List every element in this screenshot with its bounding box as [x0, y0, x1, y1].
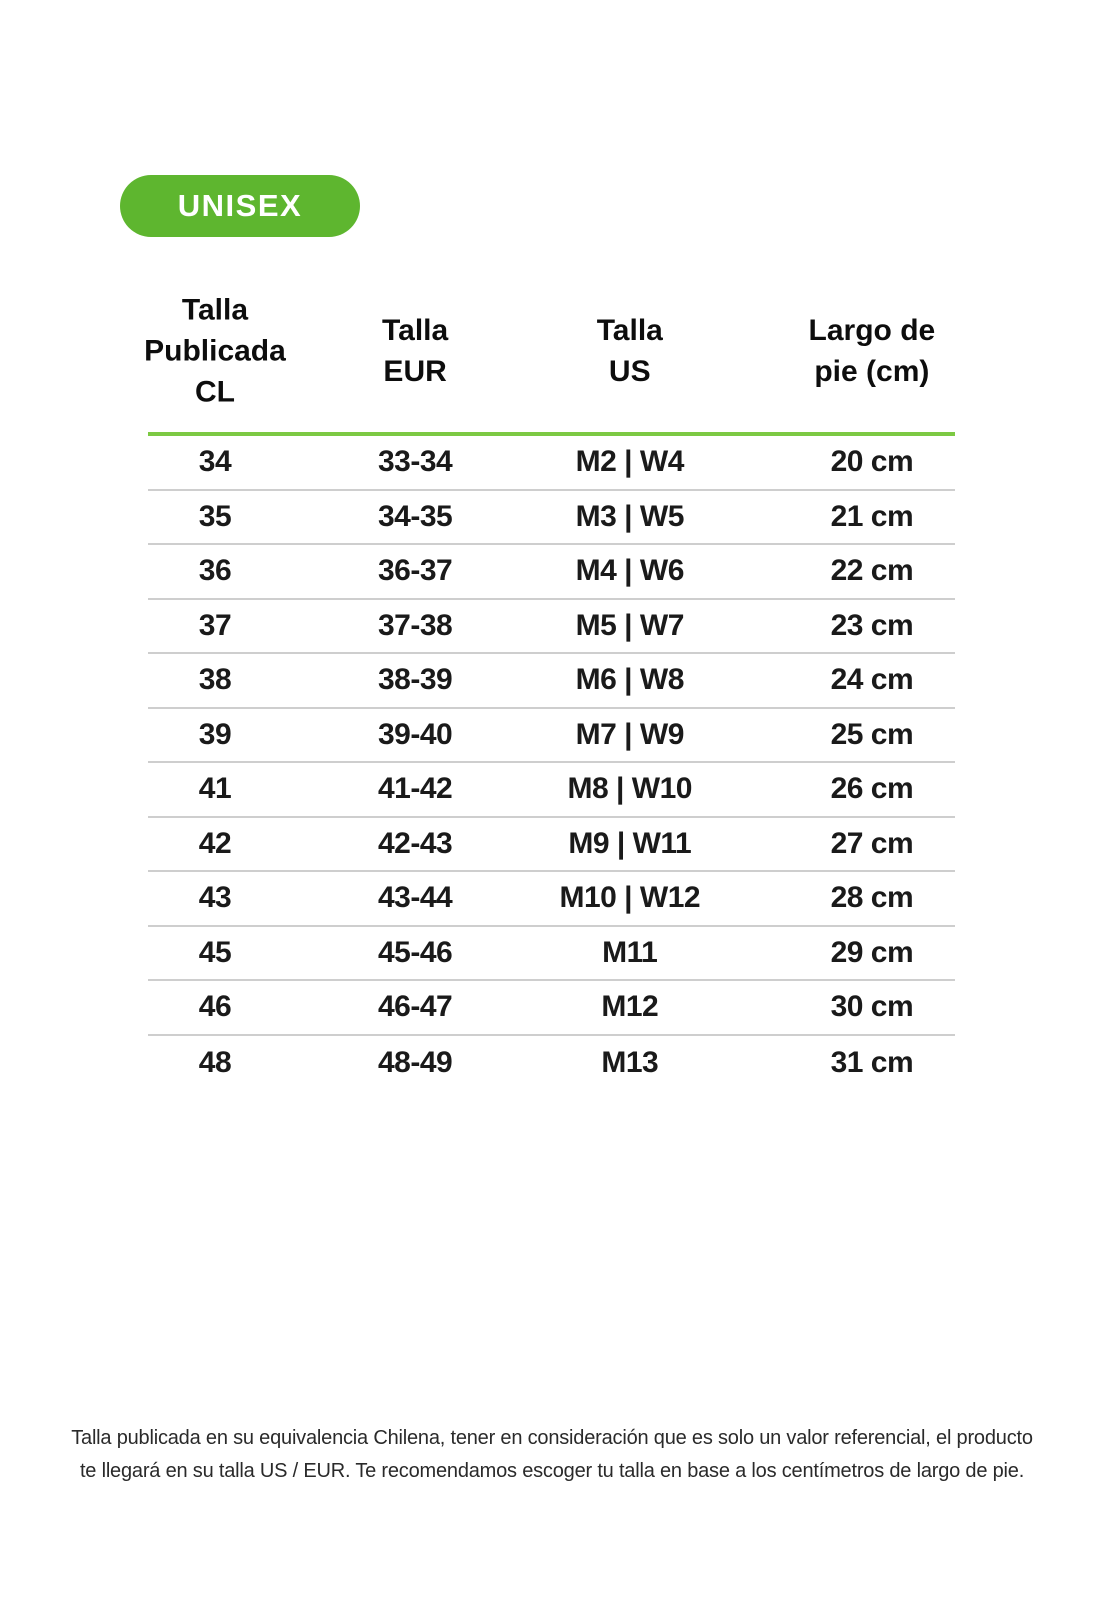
header-talla-publicada-cl	[144, 290, 286, 413]
cell-eur: 42-43	[377, 826, 453, 860]
header-line: Talla	[382, 314, 449, 347]
cell-eur: 39-40	[377, 717, 453, 751]
cell-cl: 35	[198, 499, 232, 533]
cell-cl: 37	[198, 608, 232, 642]
cell-foot-length: 26 cm	[830, 772, 914, 806]
cell-cl: 46	[198, 990, 232, 1024]
cell-us: M8 | W10	[567, 772, 692, 806]
table-row	[148, 1036, 955, 1091]
cell-eur: 36-37	[377, 554, 453, 588]
cell-cl: 36	[198, 554, 232, 588]
header-line: US	[608, 355, 651, 388]
table-body	[148, 436, 955, 1090]
table-row	[148, 545, 955, 600]
cell-us: M4 | W6	[575, 554, 684, 588]
disclaimer-line-2: te llegará en su talla US / EUR. Te recomendamos escoger tu talla en base a los centímetros de largo de pie.	[79, 1460, 1025, 1482]
cell-cl: 41	[198, 772, 232, 806]
cell-eur: 45-46	[377, 935, 453, 969]
disclaimer-note	[0, 1422, 1104, 1488]
header-line: Publicada	[144, 334, 286, 368]
header-line: EUR	[383, 355, 447, 388]
table-header-row	[144, 270, 955, 432]
cell-eur: 33-34	[377, 445, 453, 479]
cell-cl: 45	[198, 935, 232, 969]
cell-eur: 37-38	[377, 608, 453, 642]
cell-eur: 41-42	[377, 772, 453, 806]
table-row	[148, 709, 955, 764]
cell-eur: 34-35	[377, 499, 453, 533]
cell-us: M7 | W9	[575, 717, 684, 751]
cell-eur: 48-49	[377, 1045, 453, 1079]
cell-foot-length: 21 cm	[830, 499, 914, 533]
cell-eur: 38-39	[377, 663, 453, 697]
unisex-badge-label: UNISEX	[177, 188, 303, 223]
table-row	[148, 600, 955, 655]
cell-foot-length: 27 cm	[830, 826, 914, 860]
header-line: Largo de	[808, 314, 936, 347]
table-row	[148, 491, 955, 546]
cell-foot-length: 28 cm	[830, 881, 914, 915]
table-row	[148, 654, 955, 709]
cell-foot-length: 20 cm	[830, 445, 914, 479]
table-row	[148, 981, 955, 1036]
cell-cl: 48	[198, 1045, 232, 1079]
header-talla-us	[597, 310, 663, 392]
cell-us: M10 | W12	[559, 881, 701, 915]
cell-us: M5 | W7	[575, 608, 684, 642]
header-talla-eur	[382, 310, 448, 392]
table-row	[148, 436, 955, 491]
table-row	[148, 927, 955, 982]
cell-eur: 46-47	[377, 990, 453, 1024]
cell-us: M6 | W8	[575, 663, 684, 697]
cell-foot-length: 23 cm	[830, 608, 914, 642]
disclaimer-line-1: Talla publicada en su equivalencia Chilena, tener en consideración que es solo un valor referencial, el producto	[71, 1427, 1033, 1449]
cell-us: M2 | W4	[575, 445, 684, 479]
header-line: pie (cm)	[814, 355, 930, 388]
header-line: Talla	[596, 314, 663, 347]
cell-us: M3 | W5	[575, 499, 684, 533]
cell-us: M11	[602, 935, 658, 969]
header-line: CL	[194, 375, 235, 409]
cell-foot-length: 22 cm	[830, 554, 914, 588]
cell-foot-length: 31 cm	[830, 1045, 914, 1079]
size-conversion-table	[144, 270, 955, 1090]
table-row	[148, 818, 955, 873]
table-row	[148, 763, 955, 818]
cell-cl: 39	[198, 717, 232, 751]
table-row	[148, 872, 955, 927]
unisex-badge	[120, 175, 360, 237]
cell-cl: 42	[198, 826, 232, 860]
cell-foot-length: 25 cm	[830, 717, 914, 751]
cell-cl: 34	[198, 445, 232, 479]
header-largo-de-pie	[809, 310, 936, 392]
cell-foot-length: 30 cm	[830, 990, 914, 1024]
cell-foot-length: 29 cm	[830, 935, 914, 969]
cell-foot-length: 24 cm	[830, 663, 914, 697]
header-line: Talla	[181, 293, 249, 327]
cell-eur: 43-44	[377, 881, 453, 915]
cell-cl: 43	[198, 881, 232, 915]
cell-us: M12	[601, 990, 659, 1024]
cell-us: M13	[601, 1045, 659, 1079]
cell-us: M9 | W11	[568, 826, 692, 860]
cell-cl: 38	[198, 663, 232, 697]
